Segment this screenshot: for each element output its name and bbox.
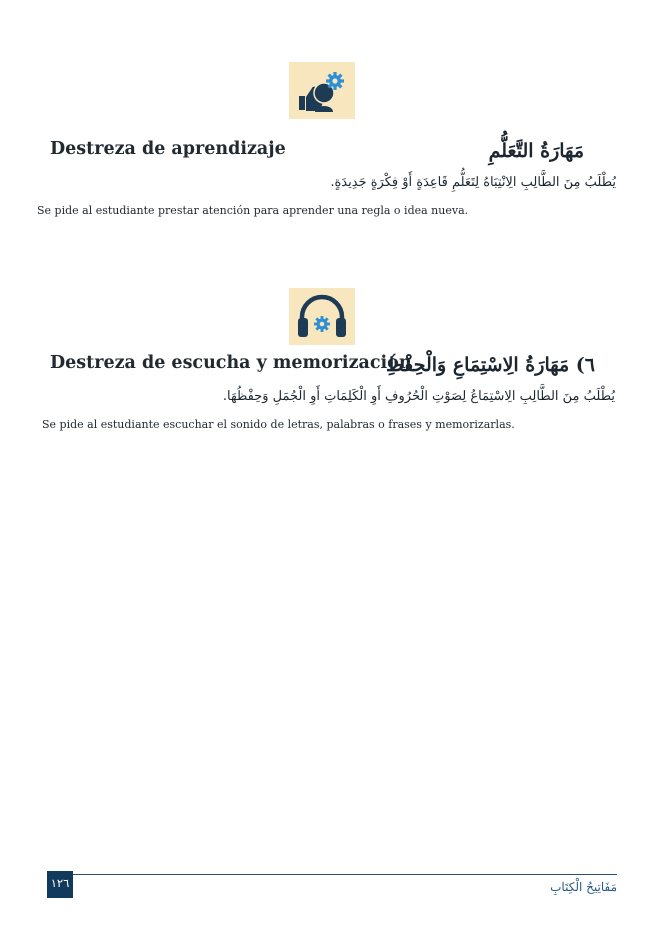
book-title: مَفَاتِيحُ الْكِتَابِ [550, 880, 617, 894]
learning-skill-body-ar: يُطْلَبُ مِنَ الطَّالِبِ الِانْتِبَاهُ لِتَعَلُّمِ قَاعِدَةٍ أَوْ فِكْرَةٍ جَدِيدَةٍ. [330, 175, 616, 190]
listening-skill-icon-box [289, 288, 355, 345]
listening-skill-body-ar: يُطْلَبُ مِنَ الطَّالِبِ الِاسْتِمَاعُ لِصَوْتِ الْحُرُوفِ أَوِ الْكَلِمَاتِ أَوِ الْجُمَلِ وَحِفْظُهَا. [222, 389, 615, 404]
headphones-gear-icon [289, 288, 355, 345]
learning-skill-title-es: Destreza de aprendizaje [50, 139, 286, 159]
learning-skill-title-ar: مَهَارَةُ التَّعَلُّمِ [488, 140, 584, 162]
listening-skill-body-es: Se pide al estudiante escuchar el sonido de letras, palabras o frases y memorizarlas. [42, 418, 515, 431]
footer-divider [68, 874, 617, 875]
listening-skill-title-ar: ٦) مَهَارَةُ الِاسْتِمَاعِ وَالْحِفْظِ [386, 354, 595, 376]
page-number: ١٢٦ [47, 871, 73, 898]
learning-skill-icon-box [289, 62, 355, 119]
learner-thumbs-up-gear-icon [289, 62, 355, 119]
learning-skill-body-es: Se pide al estudiante prestar atención para aprender una regla o idea nueva. [37, 204, 469, 217]
listening-skill-title-es: Destreza de escucha y memorización [50, 353, 412, 373]
